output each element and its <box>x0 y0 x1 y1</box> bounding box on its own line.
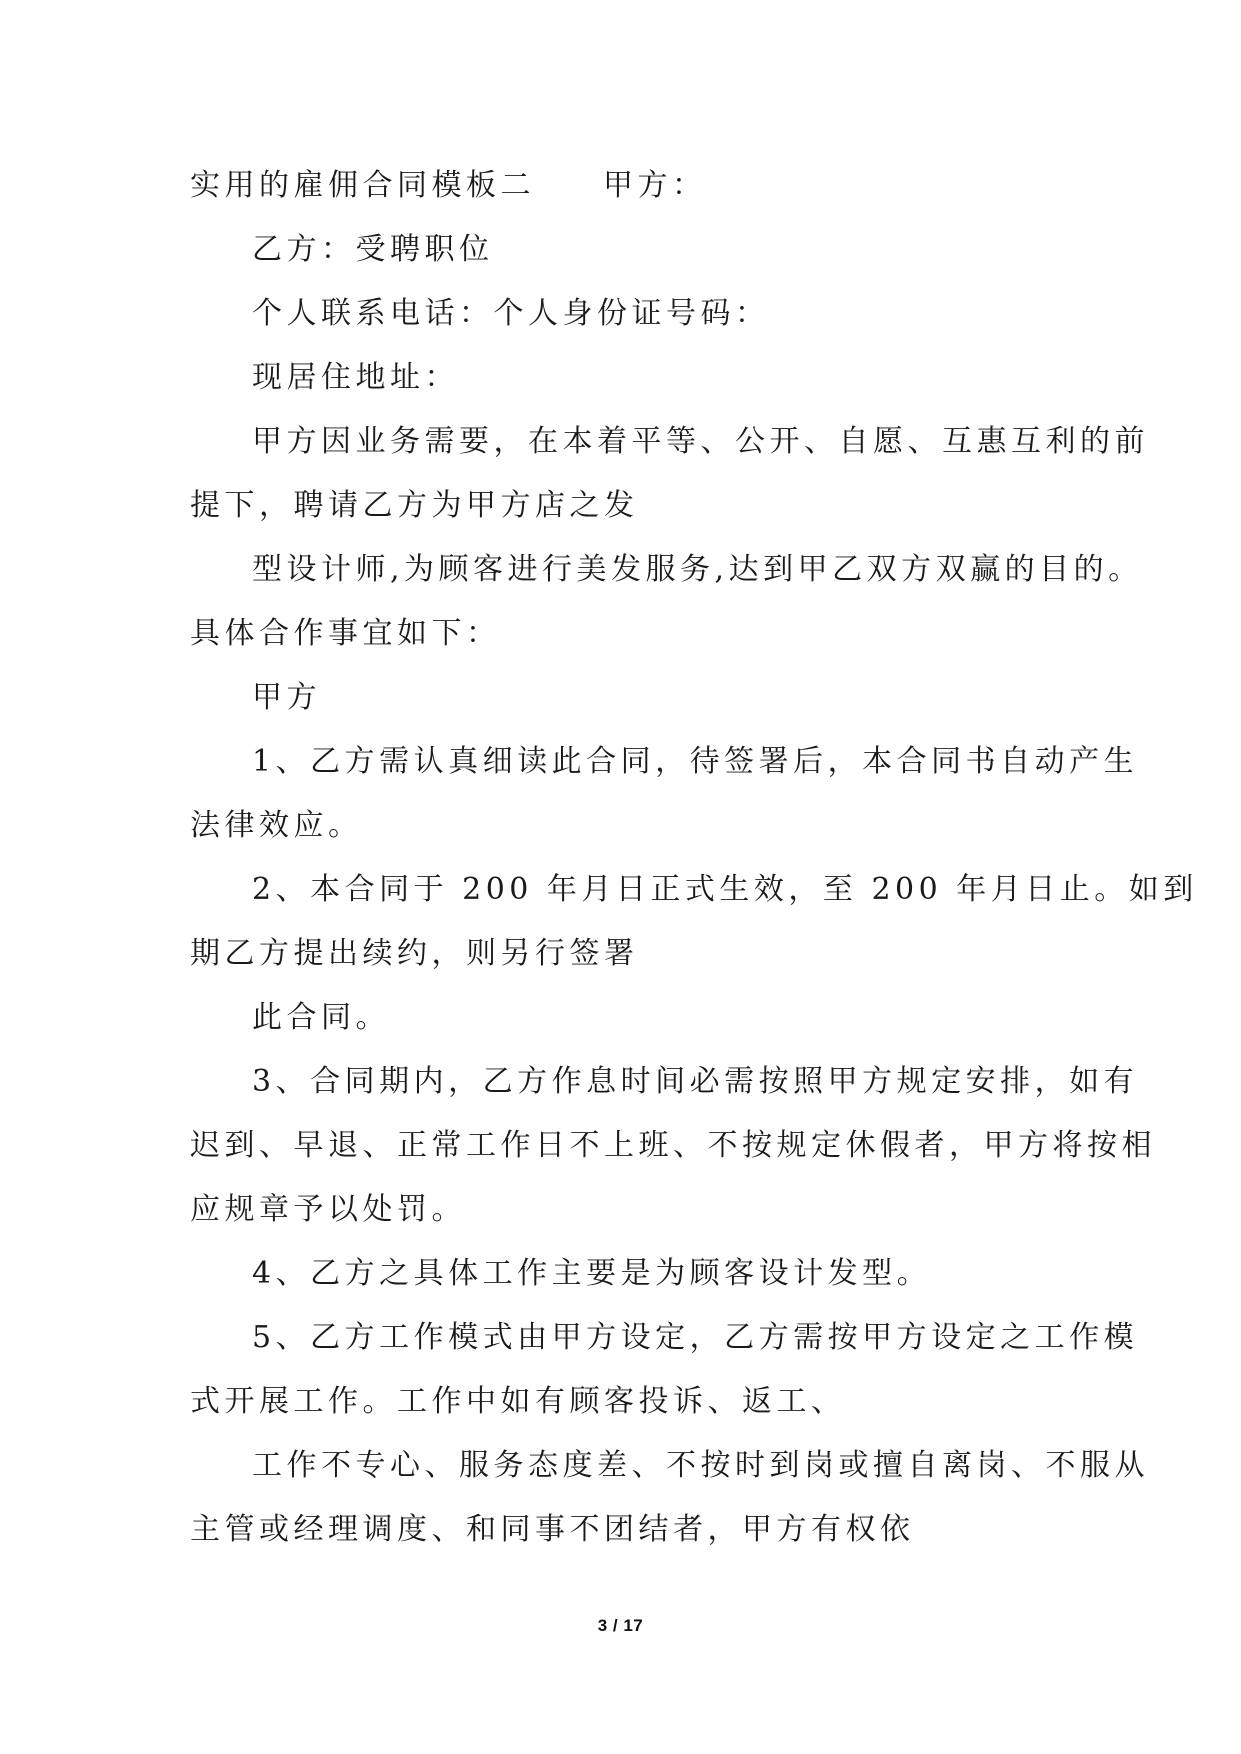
clause-5-cont: 式开展工作。工作中如有顾客投诉、返工、 <box>190 1384 846 1419</box>
document-title: 实用的雇佣合同模板二 <box>190 168 535 203</box>
party-a-label: 甲方： <box>603 168 707 203</box>
paragraph-line: 甲方因业务需要，在本着平等、公开、自愿、互惠互利的前 <box>252 424 1149 459</box>
clause-1: 1、乙方需认真细读此合同，待签署后，本合同书自动产生 <box>252 744 1139 779</box>
clause-3-cont: 迟到、早退、正常工作日不上班、不按规定休假者，甲方将按相 <box>190 1128 1156 1163</box>
clause-5-cont: 主管或经理调度、和同事不团结者，甲方有权依 <box>190 1512 915 1547</box>
clause-2-cont: 期乙方提出续约，则另行签署 <box>190 936 639 971</box>
paragraph-line: 个人联系电话：个人身份证号码： <box>252 296 770 331</box>
paragraph-line: 具体合作事宜如下： <box>190 616 501 651</box>
clause-1-cont: 法律效应。 <box>190 808 363 843</box>
paragraph-line: 提下，聘请乙方为甲方店之发 <box>190 488 639 523</box>
clause-2: 2、本合同于 200 年月日正式生效，至 200 年月日止。如到 <box>252 872 1198 907</box>
paragraph-line: 现居住地址： <box>252 360 459 395</box>
section-heading: 甲方 <box>252 680 321 715</box>
document-body <box>190 154 1198 1562</box>
page-number: 3 / 17 <box>597 1616 644 1635</box>
clause-3: 3、合同期内，乙方作息时间必需按照甲方规定安排，如有 <box>252 1064 1139 1099</box>
title-line <box>190 154 1055 218</box>
clause-3-cont: 应规章予以处罚。 <box>190 1192 466 1227</box>
clause-2-cont: 此合同。 <box>252 1000 390 1035</box>
clause-4: 4、乙方之具体工作主要是为顾客设计发型。 <box>252 1256 932 1291</box>
paragraph-line: 型设计师,为顾客进行美发服务,达到甲乙双方双赢的目的。 <box>252 552 1143 587</box>
clause-5: 5、乙方工作模式由甲方设定，乙方需按甲方设定之工作模 <box>252 1320 1139 1355</box>
paragraph-line: 乙方：受聘职位 <box>252 232 494 267</box>
clause-5-cont: 工作不专心、服务态度差、不按时到岗或擅自离岗、不服从 <box>252 1448 1149 1483</box>
